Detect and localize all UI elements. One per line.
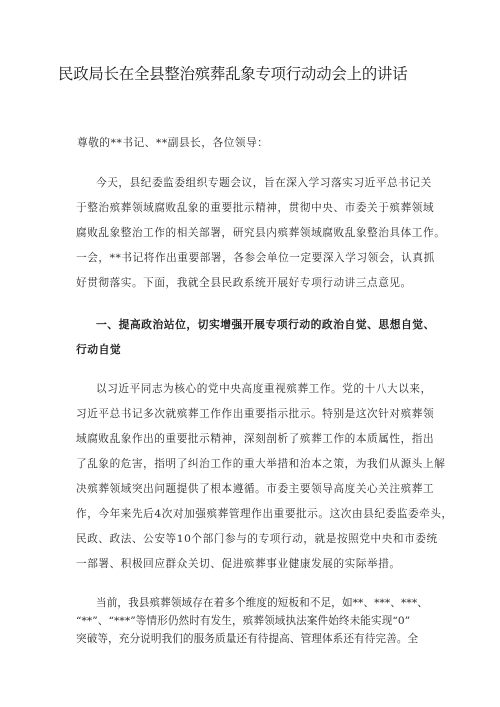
paragraph-line: 以习近平同志为核心的党中央高度重视殡葬工作。党的十八大以来， [96,383,432,395]
paragraph-line: 作，今年来先后4次对加强殡葬管理作出重要批示。这次由县纪委监委牵头， [76,508,453,520]
paragraph-line: 突破等，充分说明我们的服务质量还有待提高、管理体系还有待完善。全 [76,633,419,645]
paragraph-line: 决殡葬领域突出问题提供了根本遵循。市委主要领导高度关心关注殡葬工 [76,483,435,495]
paragraph-line: “**”、“***”等情形仍然时有发生，殡葬领域执法案件始终未能实现“0” [76,615,411,627]
document-title: 民政局长在全县整治殡葬乱象专项行动动会上的讲话 [58,65,408,83]
paragraph-line: 一会，**书记将作出重要部署，各参会单位一定要深入学习领会，认真抓 [76,252,435,264]
paragraph-line: 当前，我县殡葬领域存在着多个维度的短板和不足，如**、***、***、 [96,597,428,609]
paragraph-line: 域腐败乱象作出的重要批示精神，深刻剖析了殡葬工作的本质属性，指出 [76,433,435,445]
paragraph-line: 好贯彻落实。下面，我就全县民政系统开展好专项行动讲三点意见。 [76,277,412,289]
paragraph-line: 今天，县纪委监委组织专题会议，旨在深入学习落实习近平总书记关 [96,177,432,189]
paragraph-line: 于整治殡葬领域腐败乱象的重要批示精神，贯彻中央、市委关于殡葬领域 [76,202,435,214]
paragraph-line: 了乱象的危害，指明了纠治工作的重大举措和治本之策，为我们从源头上解 [76,458,446,470]
paragraph-line: 一部署、积极回应群众关切、促进殡葬事业健康发展的实际举措。 [76,558,401,570]
paragraph-line: 民政、政法、公安等10个部门参与的专项行动，就是按照党中央和市委统 [76,533,438,545]
section-heading: 行动自觉 [76,343,122,356]
paragraph-line: 腐败乱象整治工作的相关部署，研究县内殡葬领域腐败乱象整治具体工作。 [76,227,446,239]
salutation: 尊敬的**书记、**副县长，各位领导： [77,137,269,149]
section-heading: 一、提高政治站位，切实增强开展专项行动的政治自觉、思想自觉、 [96,318,435,331]
paragraph-line: 习近平总书记多次就殡葬工作作出重要指示批示。特别是这次针对殡葬领 [76,408,435,420]
